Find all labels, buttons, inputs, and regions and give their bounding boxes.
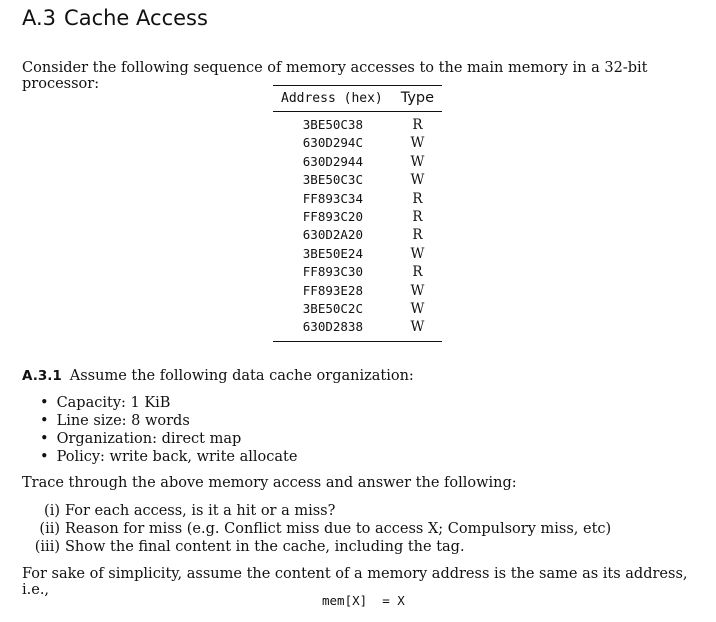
question-text: Show the final content in the cache, including the tag. — [65, 539, 465, 555]
table-header-row — [273, 86, 442, 112]
type-cell: R — [412, 190, 423, 207]
type-cell: R — [412, 227, 423, 244]
type-cell: W — [410, 245, 425, 262]
table-row — [273, 282, 442, 300]
memory-access-table — [273, 85, 442, 342]
type-cell: W — [410, 319, 425, 336]
table-row — [273, 112, 442, 135]
address-cell: 3BE50C3C — [302, 172, 363, 188]
question-number: (ii) — [39, 521, 60, 537]
address-cell: 630D2838 — [302, 319, 363, 335]
type-cell: R — [412, 264, 423, 281]
type-cell: W — [410, 135, 425, 152]
questions-list — [28, 502, 611, 556]
cache-organization-list — [40, 394, 297, 466]
table-row — [273, 226, 442, 244]
equation: mem[X] = X — [322, 593, 405, 608]
section-title-text: Cache Access — [64, 6, 208, 30]
question-number: (iii) — [34, 539, 60, 555]
address-cell: 630D2A20 — [302, 227, 363, 243]
subsection-heading — [22, 368, 414, 384]
list-item: • Organization: direct map — [40, 430, 297, 448]
question-number: (i) — [44, 503, 60, 519]
list-item — [28, 538, 611, 556]
type-cell: W — [410, 172, 425, 189]
address-cell: 3BE50C2C — [302, 301, 363, 317]
table-row — [273, 153, 442, 171]
list-item — [28, 502, 611, 520]
address-cell: FF893E28 — [302, 282, 363, 298]
type-cell: W — [410, 282, 425, 299]
section-number: A.3 — [22, 6, 57, 30]
table-row — [273, 300, 442, 318]
address-cell: 3BE50C38 — [302, 117, 363, 132]
type-cell: R — [412, 117, 423, 133]
table-row — [273, 208, 442, 226]
table-row — [273, 263, 442, 281]
address-cell: 3BE50E24 — [302, 245, 363, 261]
intro-paragraph: Consider the following sequence of memory accesses to the main memory in a 32-bit processor: — [22, 60, 648, 92]
simplicity-paragraph: For sake of simplicity, assume the content of a memory address is the same as its address, i.e., — [22, 566, 688, 598]
type-cell: W — [410, 301, 425, 318]
list-item — [28, 520, 611, 538]
address-cell: FF893C34 — [302, 190, 363, 206]
table-row — [273, 190, 442, 208]
subsection-number: A.3.1 — [22, 368, 62, 384]
address-cell: FF893C30 — [302, 264, 363, 280]
list-item: • Capacity: 1 KiB — [40, 394, 297, 412]
table-row — [273, 134, 442, 152]
question-text: Reason for miss (e.g. Conflict miss due to access X; Compulsory miss, etc) — [65, 521, 612, 537]
header-address: Address (hex) — [273, 86, 393, 112]
list-item: • Line size: 8 words — [40, 412, 297, 430]
question-text: For each access, is it a hit or a miss? — [65, 503, 336, 519]
subsection-text: Assume the following data cache organization: — [69, 368, 414, 384]
type-cell: R — [412, 209, 423, 226]
address-cell: 630D294C — [302, 135, 363, 151]
address-cell: 630D2944 — [302, 153, 363, 169]
header-type: Type — [393, 86, 442, 112]
table-row — [273, 171, 442, 189]
section-title — [22, 6, 208, 30]
table-row — [273, 318, 442, 341]
list-item: • Policy: write back, write allocate — [40, 448, 297, 466]
type-cell: W — [410, 153, 425, 170]
trace-paragraph: Trace through the above memory access and answer the following: — [22, 475, 517, 491]
table-row — [273, 245, 442, 263]
address-cell: FF893C20 — [302, 209, 363, 225]
